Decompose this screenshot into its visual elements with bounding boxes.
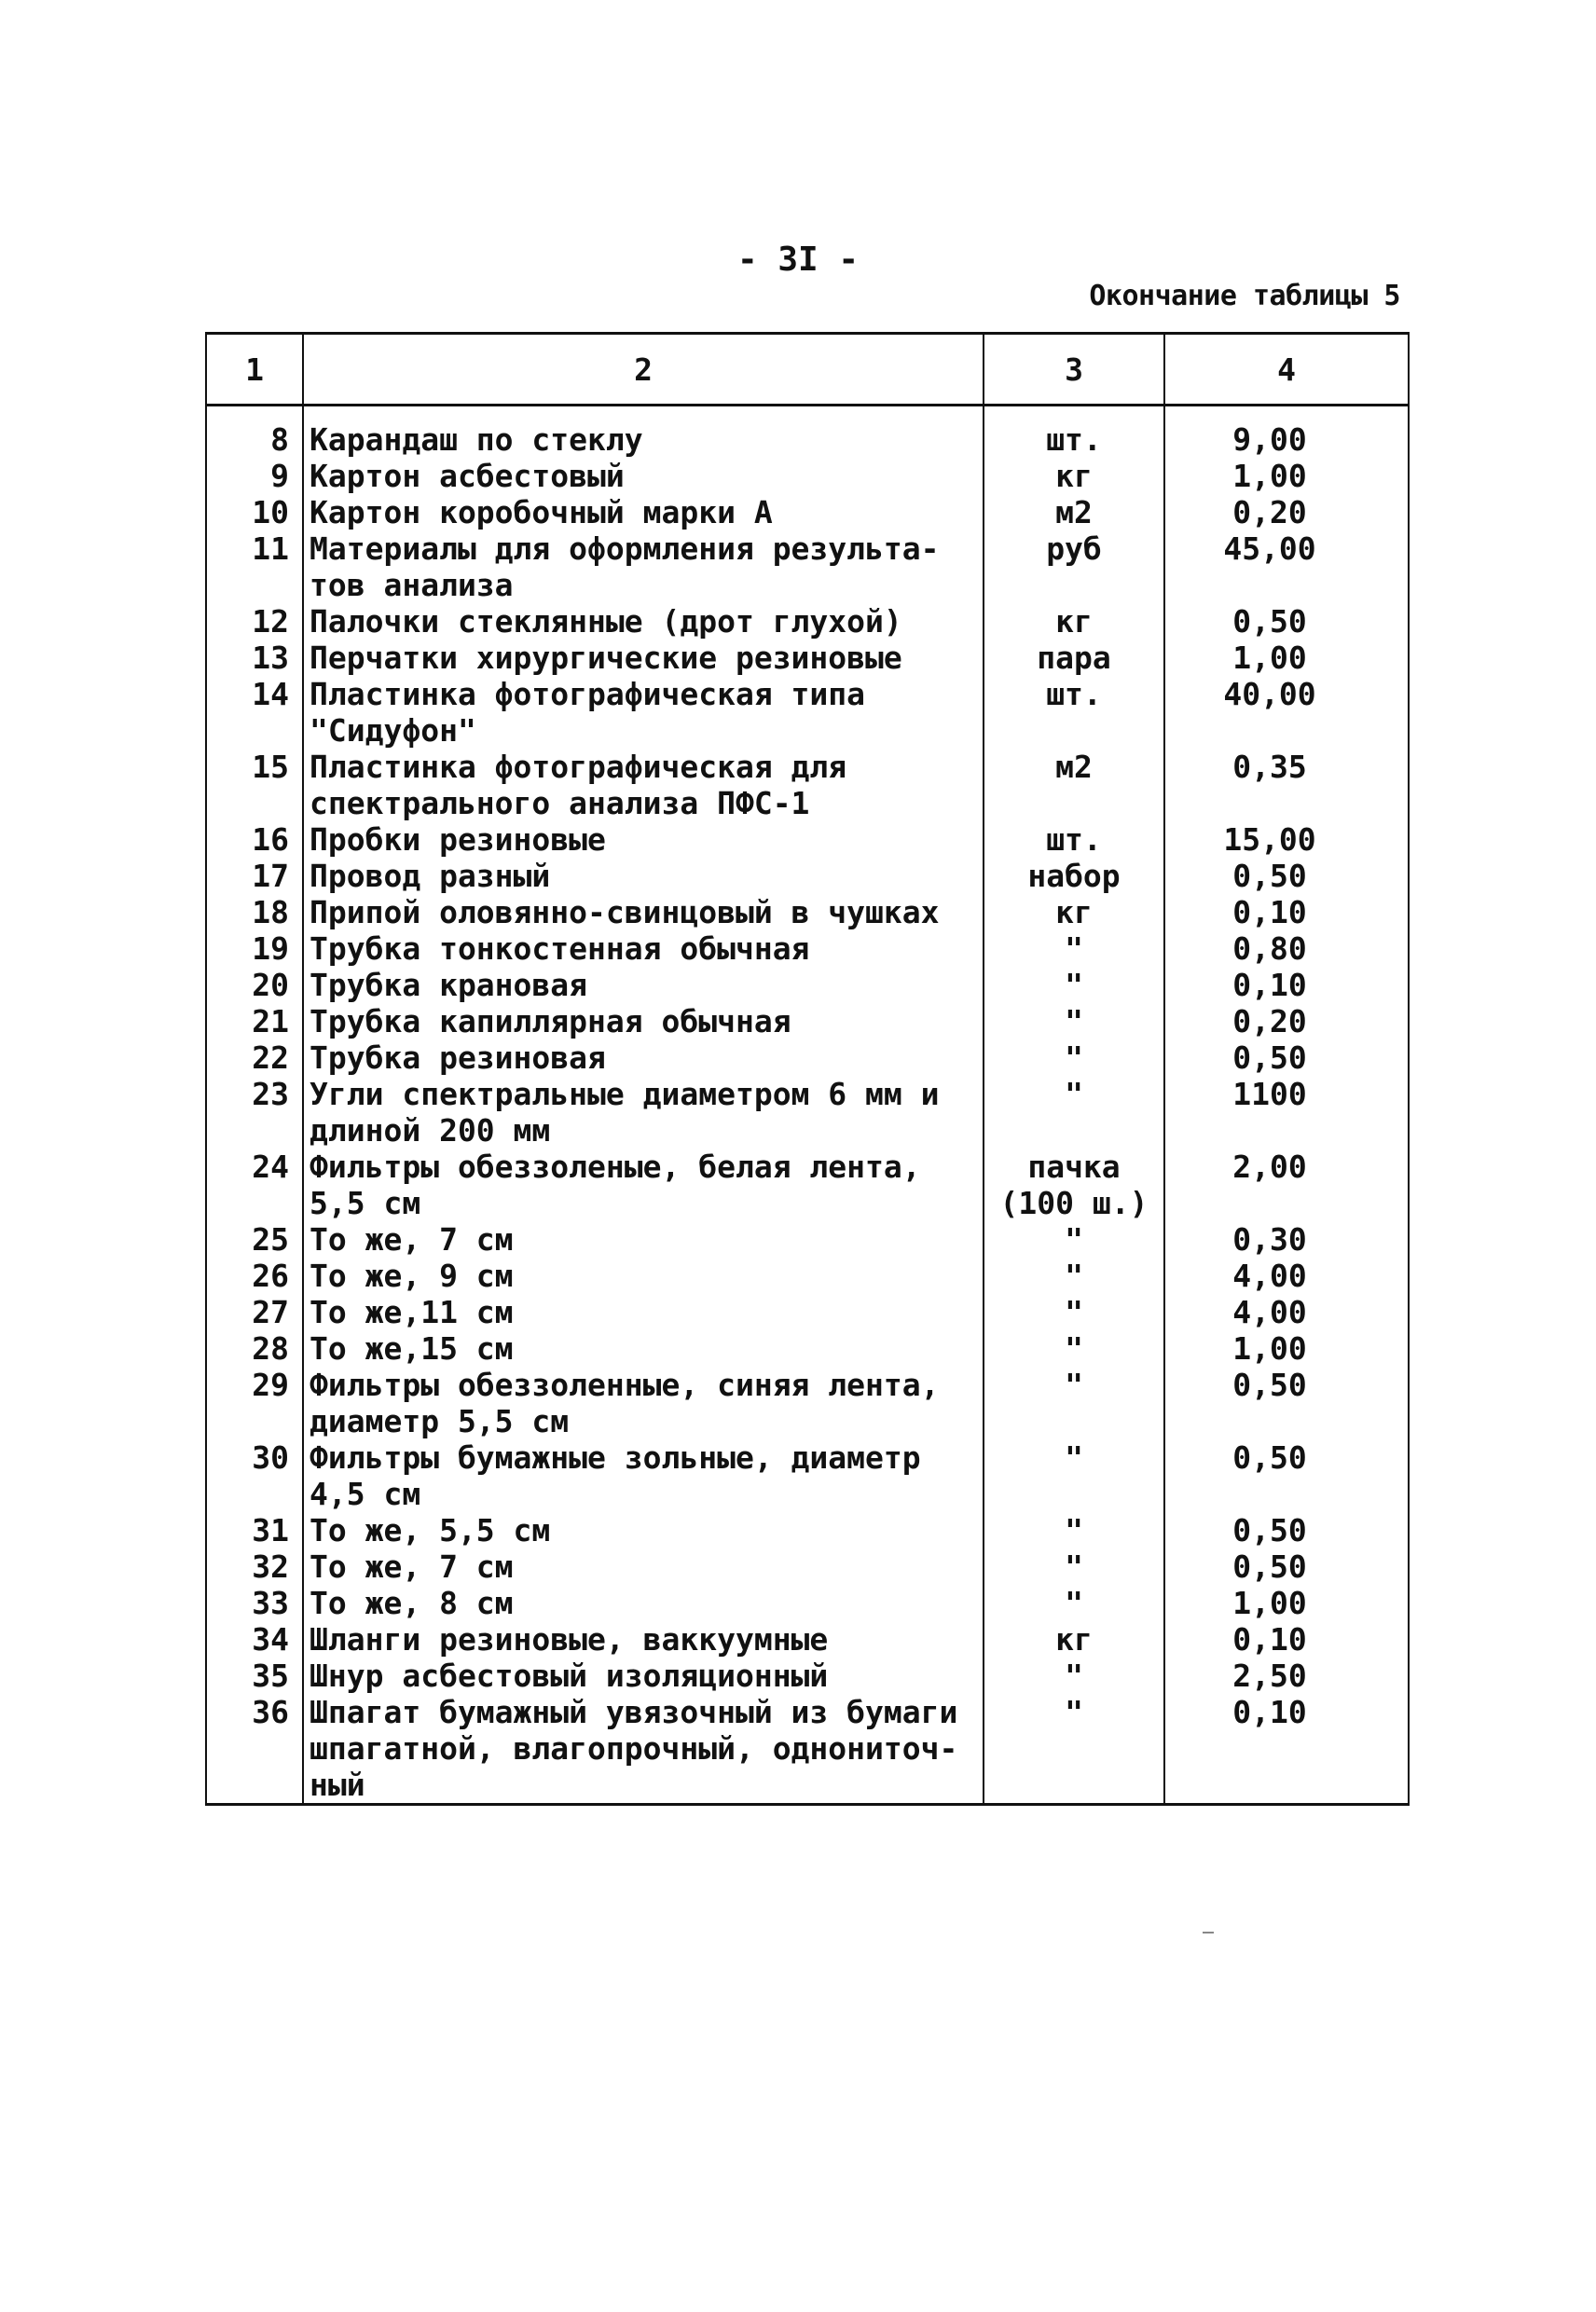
table-row bbox=[206, 1330, 1409, 1367]
item-name bbox=[303, 1330, 984, 1367]
item-value: 0,10 bbox=[1164, 894, 1409, 930]
item-unit-line: " bbox=[1065, 1439, 1083, 1476]
table-row bbox=[206, 967, 1409, 1003]
item-name bbox=[303, 1658, 984, 1694]
item-unit bbox=[984, 406, 1164, 459]
table-row bbox=[206, 821, 1409, 858]
item-unit-line: шт. bbox=[1046, 421, 1102, 458]
item-unit bbox=[984, 1294, 1164, 1330]
item-unit bbox=[984, 930, 1164, 967]
item-name-line: Фильтры бумажные зольные, диаметр bbox=[310, 1439, 921, 1476]
item-unit bbox=[984, 1330, 1164, 1367]
item-value: 2,50 bbox=[1164, 1658, 1409, 1694]
item-name-line: диаметр 5,5 см bbox=[310, 1403, 570, 1439]
item-unit-line: кг bbox=[1055, 1621, 1093, 1658]
row-number: 31 bbox=[206, 1512, 303, 1548]
table-row bbox=[206, 930, 1409, 967]
item-unit-line: " bbox=[1065, 1221, 1083, 1258]
item-value: 1100 bbox=[1164, 1076, 1409, 1149]
item-name bbox=[303, 1585, 984, 1621]
row-number: 18 bbox=[206, 894, 303, 930]
item-name bbox=[303, 1512, 984, 1548]
row-number: 30 bbox=[206, 1439, 303, 1512]
table-row bbox=[206, 1221, 1409, 1258]
table-row bbox=[206, 1003, 1409, 1039]
item-unit-line: " bbox=[1065, 1330, 1083, 1367]
row-number: 19 bbox=[206, 930, 303, 967]
item-name bbox=[303, 1039, 984, 1076]
item-name bbox=[303, 858, 984, 894]
row-number: 17 bbox=[206, 858, 303, 894]
item-value: 1,00 bbox=[1164, 1585, 1409, 1621]
item-name-line: Припой оловянно-свинцовый в чушках bbox=[310, 894, 940, 930]
table-row bbox=[206, 1439, 1409, 1512]
table-row bbox=[206, 1039, 1409, 1076]
item-unit-line: " bbox=[1065, 1694, 1083, 1730]
item-name-line: Материалы для оформления результа- bbox=[310, 530, 940, 567]
item-value: 0,20 bbox=[1164, 494, 1409, 530]
item-unit-line: " bbox=[1065, 1548, 1083, 1585]
item-unit bbox=[984, 1367, 1164, 1439]
row-number: 35 bbox=[206, 1658, 303, 1694]
item-name bbox=[303, 1694, 984, 1805]
item-value: 0,50 bbox=[1164, 858, 1409, 894]
item-unit bbox=[984, 1258, 1164, 1294]
item-unit-line: шт. bbox=[1046, 821, 1102, 858]
item-name-line: Картон асбестовый bbox=[310, 458, 625, 494]
item-value: 15,00 bbox=[1164, 821, 1409, 858]
item-name-line: длиной 200 мм bbox=[310, 1112, 551, 1149]
item-name-line: То же, 8 см bbox=[310, 1585, 514, 1621]
item-name-line: Трубка тонкостенная обычная bbox=[310, 930, 810, 967]
item-unit-line: пара bbox=[1037, 640, 1111, 676]
table-body bbox=[206, 406, 1409, 1805]
row-number: 11 bbox=[206, 530, 303, 603]
table-row bbox=[206, 1367, 1409, 1439]
item-name-line: Пробки резиновые bbox=[310, 821, 606, 858]
table-row bbox=[206, 1585, 1409, 1621]
item-name bbox=[303, 1221, 984, 1258]
item-unit-line: " bbox=[1065, 1294, 1083, 1330]
item-name-line: Пластинка фотографическая типа bbox=[310, 676, 866, 712]
item-value: 0,10 bbox=[1164, 967, 1409, 1003]
table-row bbox=[206, 1294, 1409, 1330]
row-number: 24 bbox=[206, 1149, 303, 1221]
item-name-line: Провод разный bbox=[310, 858, 551, 894]
item-name-line: спектрального анализа ПФС-1 bbox=[310, 785, 810, 821]
item-unit bbox=[984, 894, 1164, 930]
item-unit bbox=[984, 1039, 1164, 1076]
item-unit bbox=[984, 640, 1164, 676]
item-unit bbox=[984, 494, 1164, 530]
item-unit bbox=[984, 1548, 1164, 1585]
item-name bbox=[303, 1439, 984, 1512]
row-number: 10 bbox=[206, 494, 303, 530]
item-unit-line: кг bbox=[1055, 894, 1093, 930]
item-value: 0,35 bbox=[1164, 749, 1409, 821]
item-name-line: Трубка резиновая bbox=[310, 1039, 606, 1076]
column-header-3: 3 bbox=[984, 334, 1164, 406]
item-value: 0,50 bbox=[1164, 1039, 1409, 1076]
item-value: 2,00 bbox=[1164, 1149, 1409, 1221]
row-number: 23 bbox=[206, 1076, 303, 1149]
row-number: 12 bbox=[206, 603, 303, 640]
item-name-line: То же, 5,5 см bbox=[310, 1512, 551, 1548]
item-unit-line: руб bbox=[1046, 530, 1102, 567]
item-value: 0,30 bbox=[1164, 1221, 1409, 1258]
table-row bbox=[206, 1658, 1409, 1694]
item-value: 0,50 bbox=[1164, 1367, 1409, 1439]
item-unit-line: кг bbox=[1055, 603, 1093, 640]
column-header-4: 4 bbox=[1164, 334, 1409, 406]
item-name-line: То же,15 см bbox=[310, 1330, 514, 1367]
item-unit-line: " bbox=[1065, 1039, 1083, 1076]
item-unit bbox=[984, 821, 1164, 858]
item-unit-line: набор bbox=[1027, 858, 1121, 894]
item-unit bbox=[984, 1221, 1164, 1258]
row-number: 15 bbox=[206, 749, 303, 821]
table-row bbox=[206, 1076, 1409, 1149]
table-row bbox=[206, 749, 1409, 821]
item-unit-line: " bbox=[1065, 1367, 1083, 1403]
table-row bbox=[206, 406, 1409, 459]
table-row bbox=[206, 894, 1409, 930]
row-number: 27 bbox=[206, 1294, 303, 1330]
item-value: 45,00 bbox=[1164, 530, 1409, 603]
row-number: 29 bbox=[206, 1367, 303, 1439]
item-name bbox=[303, 494, 984, 530]
item-unit bbox=[984, 603, 1164, 640]
item-name bbox=[303, 603, 984, 640]
row-number: 9 bbox=[206, 458, 303, 494]
row-number: 33 bbox=[206, 1585, 303, 1621]
item-name bbox=[303, 749, 984, 821]
item-unit bbox=[984, 1076, 1164, 1149]
item-unit bbox=[984, 1621, 1164, 1658]
item-value: 40,00 bbox=[1164, 676, 1409, 749]
table-row bbox=[206, 530, 1409, 603]
table-row bbox=[206, 1512, 1409, 1548]
column-header-1: 1 bbox=[206, 334, 303, 406]
item-unit bbox=[984, 858, 1164, 894]
row-number: 25 bbox=[206, 1221, 303, 1258]
item-value: 1,00 bbox=[1164, 640, 1409, 676]
item-name-line: тов анализа bbox=[310, 567, 514, 603]
item-name-line: шпагатной, влагопрочный, однониточ- bbox=[310, 1730, 958, 1767]
item-name-line: 4,5 см bbox=[310, 1476, 421, 1512]
item-value: 0,10 bbox=[1164, 1694, 1409, 1805]
item-name-line: Трубка крановая bbox=[310, 967, 588, 1003]
item-unit bbox=[984, 530, 1164, 603]
item-name-line: Карандаш по стеклу bbox=[310, 421, 643, 458]
item-unit-line: " bbox=[1065, 1512, 1083, 1548]
item-name bbox=[303, 406, 984, 459]
item-unit-line: " bbox=[1065, 1658, 1083, 1694]
row-number: 28 bbox=[206, 1330, 303, 1367]
item-unit-line: " bbox=[1065, 930, 1083, 967]
table-row bbox=[206, 858, 1409, 894]
item-value: 0,50 bbox=[1164, 1512, 1409, 1548]
item-name-line: Фильтры обеззоленые, белая лента, bbox=[310, 1149, 921, 1185]
row-number: 21 bbox=[206, 1003, 303, 1039]
item-name-line: Перчатки хирургические резиновые bbox=[310, 640, 902, 676]
item-unit bbox=[984, 1149, 1164, 1221]
item-value: 0,50 bbox=[1164, 603, 1409, 640]
item-value: 0,10 bbox=[1164, 1621, 1409, 1658]
table-row bbox=[206, 603, 1409, 640]
item-value: 1,00 bbox=[1164, 1330, 1409, 1367]
table-row bbox=[206, 1694, 1409, 1805]
item-unit-line: (100 ш.) bbox=[999, 1185, 1149, 1221]
item-name bbox=[303, 1621, 984, 1658]
row-number: 13 bbox=[206, 640, 303, 676]
item-unit-line: м2 bbox=[1055, 494, 1093, 530]
row-number: 22 bbox=[206, 1039, 303, 1076]
column-header-2: 2 bbox=[303, 334, 984, 406]
item-name-line: Картон коробочный марки А bbox=[310, 494, 773, 530]
item-name-line: ный bbox=[310, 1767, 365, 1803]
item-name bbox=[303, 676, 984, 749]
row-number: 20 bbox=[206, 967, 303, 1003]
item-name-line: То же,11 см bbox=[310, 1294, 514, 1330]
item-name-line: Шпагат бумажный увязочный из бумаги bbox=[310, 1694, 958, 1730]
item-name bbox=[303, 458, 984, 494]
item-unit bbox=[984, 1439, 1164, 1512]
item-name-line: То же, 7 см bbox=[310, 1548, 514, 1585]
item-unit bbox=[984, 1003, 1164, 1039]
item-name bbox=[303, 1149, 984, 1221]
item-unit bbox=[984, 967, 1164, 1003]
item-unit-line: " bbox=[1065, 1076, 1083, 1112]
item-name bbox=[303, 1003, 984, 1039]
item-unit bbox=[984, 676, 1164, 749]
item-name-line: То же, 9 см bbox=[310, 1258, 514, 1294]
item-name bbox=[303, 1076, 984, 1149]
item-unit-line: пачка bbox=[1027, 1149, 1121, 1185]
item-name-line: Шланги резиновые, ваккуумные bbox=[310, 1621, 829, 1658]
item-name-line: Трубка капиллярная обычная bbox=[310, 1003, 791, 1039]
item-name bbox=[303, 1294, 984, 1330]
table-row bbox=[206, 1548, 1409, 1585]
page-number: - 3I - bbox=[736, 241, 860, 279]
row-number: 26 bbox=[206, 1258, 303, 1294]
row-number: 14 bbox=[206, 676, 303, 749]
item-unit bbox=[984, 1658, 1164, 1694]
item-value: 0,50 bbox=[1164, 1439, 1409, 1512]
item-name bbox=[303, 894, 984, 930]
item-unit-line: " bbox=[1065, 1003, 1083, 1039]
materials-table bbox=[205, 332, 1410, 1806]
item-unit bbox=[984, 458, 1164, 494]
row-number: 32 bbox=[206, 1548, 303, 1585]
item-unit-line: " bbox=[1065, 967, 1083, 1003]
table-row bbox=[206, 1258, 1409, 1294]
item-name bbox=[303, 1258, 984, 1294]
item-unit bbox=[984, 1694, 1164, 1805]
item-unit-line: шт. bbox=[1046, 676, 1102, 712]
table-caption: Окончание таблицы 5 bbox=[1089, 280, 1400, 312]
item-unit-line: м2 bbox=[1055, 749, 1093, 785]
item-name bbox=[303, 930, 984, 967]
table-row bbox=[206, 1621, 1409, 1658]
item-unit bbox=[984, 749, 1164, 821]
item-name-line: 5,5 см bbox=[310, 1185, 421, 1221]
item-name-line: Шнур асбестовый изоляционный bbox=[310, 1658, 829, 1694]
item-value: 1,00 bbox=[1164, 458, 1409, 494]
item-name-line: Пластинка фотографическая для bbox=[310, 749, 847, 785]
table-row bbox=[206, 640, 1409, 676]
table-row bbox=[206, 676, 1409, 749]
item-value: 0,80 bbox=[1164, 930, 1409, 967]
row-number: 8 bbox=[206, 406, 303, 459]
item-name bbox=[303, 1548, 984, 1585]
item-name bbox=[303, 640, 984, 676]
item-name bbox=[303, 821, 984, 858]
item-name-line: Фильтры обеззоленные, синяя лента, bbox=[310, 1367, 940, 1403]
stray-mark bbox=[1203, 1932, 1214, 1934]
table-row bbox=[206, 494, 1409, 530]
item-unit bbox=[984, 1585, 1164, 1621]
item-value: 9,00 bbox=[1164, 406, 1409, 459]
table-row bbox=[206, 458, 1409, 494]
item-name-line: Палочки стеклянные (дрот глухой) bbox=[310, 603, 902, 640]
item-name bbox=[303, 1367, 984, 1439]
item-name-line: То же, 7 см bbox=[310, 1221, 514, 1258]
row-number: 16 bbox=[206, 821, 303, 858]
item-value: 4,00 bbox=[1164, 1294, 1409, 1330]
row-number: 34 bbox=[206, 1621, 303, 1658]
item-value: 4,00 bbox=[1164, 1258, 1409, 1294]
item-unit-line: " bbox=[1065, 1585, 1083, 1621]
table-header-row bbox=[206, 334, 1409, 406]
item-value: 0,50 bbox=[1164, 1548, 1409, 1585]
item-value: 0,20 bbox=[1164, 1003, 1409, 1039]
item-name bbox=[303, 530, 984, 603]
row-number: 36 bbox=[206, 1694, 303, 1805]
item-unit-line: " bbox=[1065, 1258, 1083, 1294]
table-row bbox=[206, 1149, 1409, 1221]
item-unit bbox=[984, 1512, 1164, 1548]
item-unit-line: кг bbox=[1055, 458, 1093, 494]
item-name-line: Угли спектральные диаметром 6 мм и bbox=[310, 1076, 940, 1112]
item-name bbox=[303, 967, 984, 1003]
item-name-line: "Сидуфон" bbox=[310, 712, 476, 749]
